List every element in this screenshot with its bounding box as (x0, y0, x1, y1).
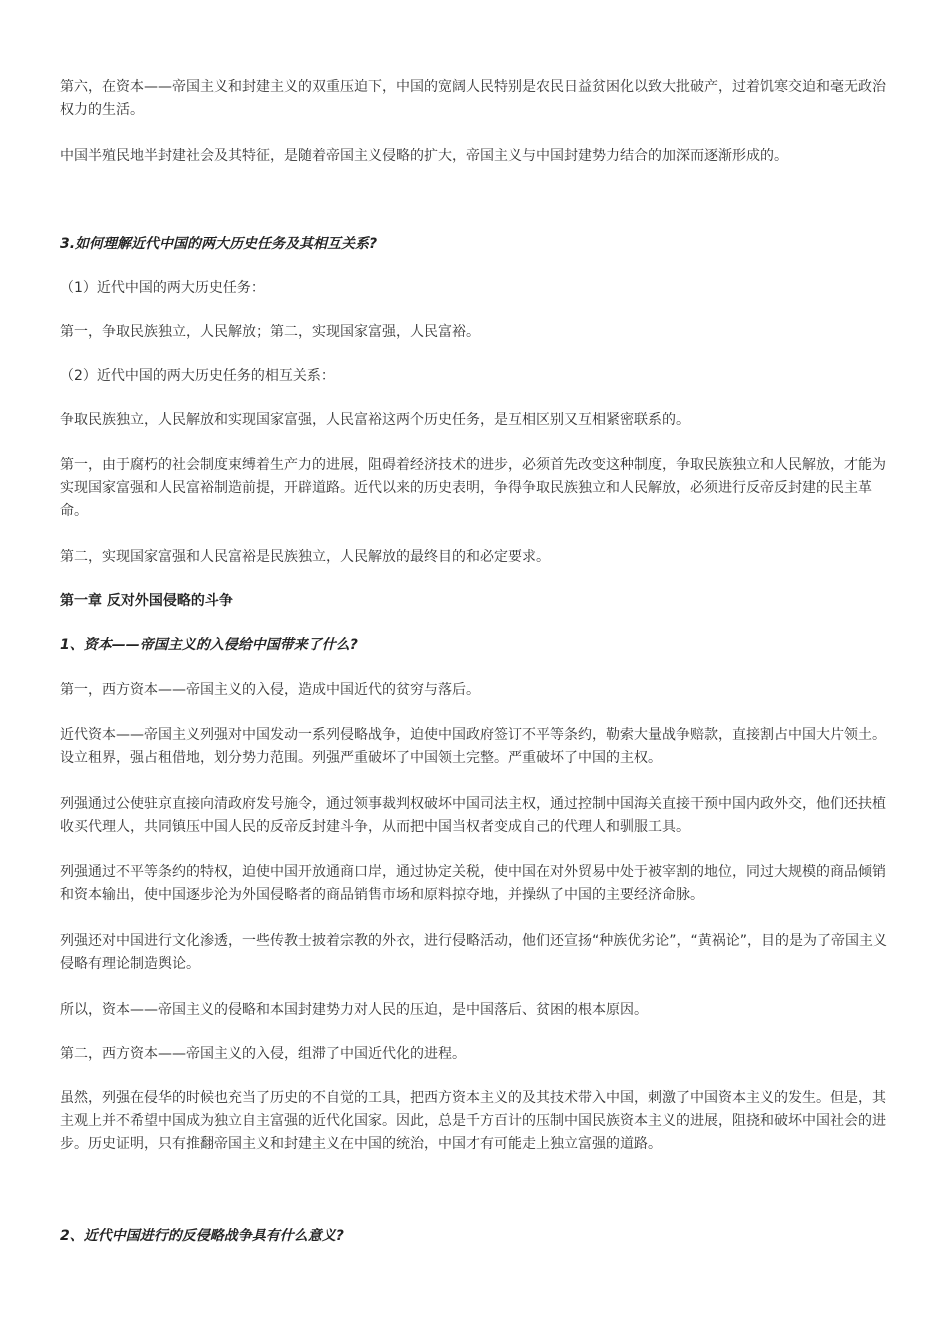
section-heading-question-3: 3.如何理解近代中国的两大历史任务及其相互关系? (60, 236, 378, 252)
paragraph-political-control: 列强通过公使驻京直接向清政府发号施令，通过领事裁判权破坏中国司法主权，通过控制中国海关直接干预中国内政外交，他们还扶植收买代理人，共同镇压中国人民的反帝反封建斗争，从而把中国当权者变成自己的代理人和驯服工具。 (60, 796, 886, 835)
paragraph-historical-proof: 虽然，列强在侵华的时候也充当了历史的不自觉的工具，把西方资本主义的及其技术带入中国，刺激了中国资本主义的发生。但是，其主观上并不希望中国成为独立自主富强的近代化国家。因此，总是千方百计的压制中国民族资本主义的进展，阻挠和破坏中国社会的进步。历史证明，只有推翻帝国主义和封建主义在中国的统治，中国才有可能走上独立富强的道路。 (60, 1090, 886, 1152)
question-heading-1: 1、资本——帝国主义的入侵给中国带来了什么? (60, 637, 358, 653)
paragraph-relationship-first: 第一，由于腐朽的社会制度束缚着生产力的进展，阻碍着经济技术的进步，必须首先改变这种制度，争取民族独立和人民解放，才能为实现国家富强和人民富裕制造前提，开辟道路。近代以来的历史表明，争得争取民族独立和人民解放，必须进行反帝反封建的民主革命。 (60, 457, 886, 519)
paragraph-modernization-delay: 第二，西方资本——帝国主义的入侵，组滞了中国近代化的进程。 (60, 1046, 466, 1062)
chapter-heading-1: 第一章 反对外国侵略的斗争 (60, 593, 233, 609)
question-heading-2: 2、近代中国进行的反侵略战争具有什么意义? (60, 1228, 344, 1244)
paragraph-semi-colonial-summary: 中国半殖民地半封建社会及其特征，是随着帝国主义侵略的扩大，帝国主义与中国封建势力结合的加深而逐渐形成的。 (60, 148, 788, 164)
paragraph-relationship-second: 第二，实现国家富强和人民富裕是民族独立，人民解放的最终目的和必定要求。 (60, 549, 550, 565)
paragraph-relationship-intro: 争取民族独立，人民解放和实现国家富强，人民富裕这两个历史任务，是互相区别又互相紧密联系的。 (60, 412, 690, 428)
paragraph-tasks-list: 第一，争取民族独立，人民解放；第二，实现国家富强，人民富裕。 (60, 324, 480, 340)
paragraph-cultural-infiltration: 列强还对中国进行文化渗透，一些传教士披着宗教的外衣，进行侵略活动，他们还宣扬“种族优劣论”，“黄祸论”，目的是为了帝国主义侵略有理论制造舆论。 (60, 933, 888, 972)
paragraph-sixth-point: 第六，在资本——帝国主义和封建主义的双重压迫下，中国的宽阔人民特别是农民日益贫困化以致大批破产，过着饥寒交迫和毫无政治权力的生活。 (60, 79, 886, 118)
subheading-tasks-relationship: （2）近代中国的两大历史任务的相互关系： (60, 368, 335, 384)
paragraph-poverty-cause: 第一，西方资本——帝国主义的入侵，造成中国近代的贫穷与落后。 (60, 682, 480, 698)
paragraph-invasion-wars: 近代资本——帝国主义列强对中国发动一系列侵略战争，迫使中国政府签订不平等条约，勒索大量战争赔款，直接割占中国大片领土。设立租界，强占租借地，划分势力范围。列强严重破坏了中国领土完整。严重破坏了中国的主权。 (60, 727, 886, 766)
paragraph-root-cause: 所以，资本——帝国主义的侵略和本国封建势力对人民的压迫，是中国落后、贫困的根本原因。 (60, 1002, 648, 1018)
subheading-two-tasks: （1）近代中国的两大历史任务： (60, 280, 265, 296)
paragraph-economic-control: 列强通过不平等条约的特权，迫使中国开放通商口岸，通过协定关税，使中国在对外贸易中处于被宰割的地位，同过大规模的商品倾销和资本输出，使中国逐步沦为外国侵略者的商品销售市场和原料掠夺地，并操纵了中国的主要经济命脉。 (60, 864, 886, 903)
